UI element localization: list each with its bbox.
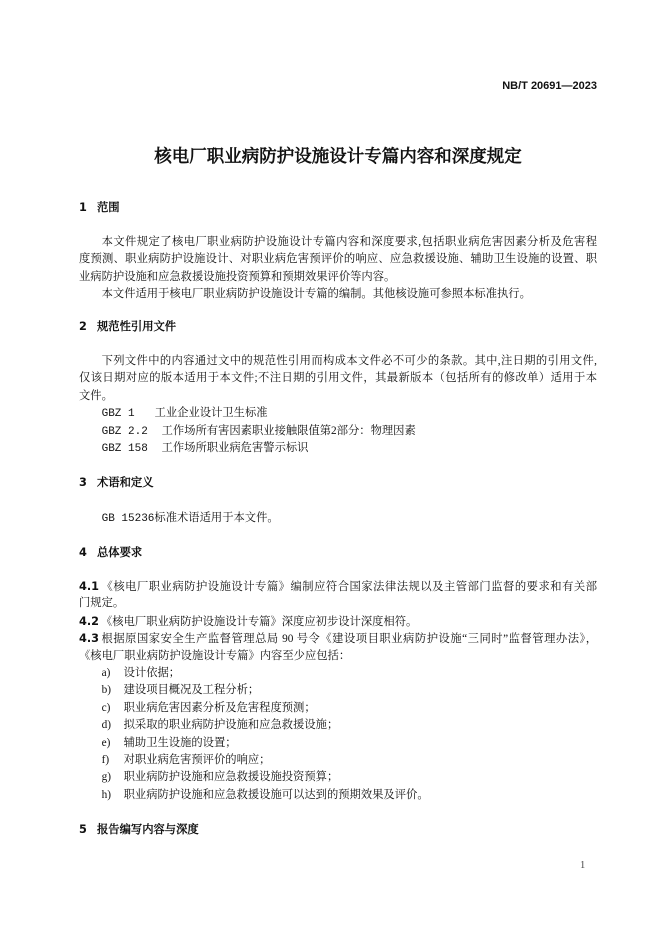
section-2-heading bbox=[79, 318, 176, 336]
list-item-text: 设计依据； bbox=[123, 666, 181, 679]
clause-line bbox=[79, 578, 597, 595]
section-number: 4 bbox=[79, 546, 87, 559]
list-marker: h) bbox=[101, 788, 112, 801]
clause-text: 《核电厂职业病防护设施设计专篇》编制应符合国家法律法规以及主管部门监督的要求和有关部 bbox=[101, 581, 597, 593]
paragraph-line: 文件。 bbox=[79, 389, 113, 402]
reference-code: GBZ 1 bbox=[101, 408, 135, 421]
paragraph-line: 下列文件中的内容通过文中的规范性引用而构成本文件必不可少的条款。其中,注日期的引用文件, bbox=[101, 355, 597, 367]
list-item bbox=[79, 717, 597, 734]
list-item-text: 建设项目概况及工程分析； bbox=[123, 684, 260, 697]
list-item-text: 职业病防护设施和应急救援设施投资预算； bbox=[123, 771, 339, 784]
reference-code: GBZ 158 bbox=[101, 442, 148, 455]
list-marker: c) bbox=[101, 701, 111, 714]
section-4-heading bbox=[79, 544, 142, 562]
reference-item bbox=[79, 440, 597, 457]
list-item bbox=[79, 787, 597, 804]
section-3-body bbox=[79, 510, 597, 527]
document-title: 核电厂职业病防护设施设计专篇内容和深度规定 bbox=[154, 147, 522, 167]
reference-title: 工业企业设计卫生标准 bbox=[154, 407, 268, 420]
list-item-text: 职业病危害因素分析及危害程度预测； bbox=[123, 701, 316, 714]
paragraph-line: 仅该日期对应的版本适用于本文件;不注日期的引用文件，其最新版本（包括所有的修改单）适用于本 bbox=[79, 372, 597, 385]
section-number: 3 bbox=[79, 476, 87, 489]
list-marker: g) bbox=[101, 771, 112, 784]
section-number: 5 bbox=[79, 823, 87, 836]
section-1-heading bbox=[79, 199, 120, 217]
paragraph-line: 业病防护设施和应急救援设施投资预算和预期效果评价等内容。 bbox=[79, 270, 396, 283]
list-marker: f) bbox=[101, 753, 110, 766]
list-item bbox=[79, 735, 597, 752]
paragraph-line bbox=[79, 510, 597, 527]
paragraph-line: 本文件适用于核电厂职业病防护设施设计专篇的编制。其他核设施可参照本标准执行。 bbox=[101, 288, 531, 301]
list-marker: e) bbox=[101, 736, 111, 749]
clause-line: 门规定。 bbox=[79, 597, 125, 610]
clause-text: 根据原国家安全生产监督管理总局 90 号令《建设项目职业病防护设施“三同时”监督管理办法》， bbox=[101, 633, 597, 646]
section-number: 1 bbox=[79, 201, 87, 214]
reference-title: 工作场所有害因素职业接触限值第2部分：物理因素 bbox=[161, 424, 416, 437]
clause-4-2 bbox=[79, 613, 597, 630]
list-item-text: 辅助卫生设施的设置； bbox=[123, 736, 237, 749]
section-title: 报告编写内容与深度 bbox=[97, 823, 199, 836]
list-item bbox=[79, 769, 597, 786]
requirement-list bbox=[79, 665, 597, 804]
page-number: 1 bbox=[580, 860, 586, 871]
clause-4-3 bbox=[79, 630, 597, 665]
clause-line bbox=[79, 630, 597, 647]
section-5-heading bbox=[79, 821, 199, 839]
list-item-text: 拟采取的职业病防护设施和应急救援设施； bbox=[123, 719, 339, 732]
section-3-heading bbox=[79, 474, 154, 492]
section-title: 术语和定义 bbox=[97, 476, 154, 489]
paragraph-line: 本文件规定了核电厂职业病防护设施设计专篇内容和深度要求,包括职业病危害因素分析及危害程 bbox=[101, 236, 597, 248]
list-marker: a) bbox=[101, 666, 111, 679]
clause-4-1 bbox=[79, 578, 597, 613]
section-title: 规范性引用文件 bbox=[97, 320, 177, 333]
section-number: 2 bbox=[79, 320, 87, 333]
section-title: 范围 bbox=[97, 201, 120, 214]
list-item-text: 对职业病危害预评价的响应； bbox=[123, 753, 271, 766]
list-item bbox=[79, 700, 597, 717]
clause-line: 《核电厂职业病防护设施设计专篇》内容至少应包括： bbox=[79, 649, 351, 662]
list-item bbox=[79, 665, 597, 682]
reference-title: 工作场所职业病危害警示标识 bbox=[161, 441, 309, 454]
clause-text: 《核电厂职业病防护设施设计专篇》深度应初步设计深度相符。 bbox=[101, 615, 418, 628]
reference-list bbox=[79, 405, 597, 457]
reference-code: GBZ 2.2 bbox=[101, 425, 148, 438]
section-title: 总体要求 bbox=[97, 546, 143, 559]
standard-code: GB 15236 bbox=[101, 513, 155, 525]
reference-item bbox=[79, 405, 597, 422]
list-item-text: 职业病防护设施和应急救援设施可以达到的预期效果及评价。 bbox=[123, 788, 429, 801]
section-4-body bbox=[79, 578, 597, 804]
clause-number: 4.2 bbox=[79, 614, 100, 628]
paragraph-line: 度预测、职业病防护设施设计、对职业病危害预评价的响应、应急救援设施、辅助卫生设施的设置、职 bbox=[79, 253, 597, 266]
list-marker: b) bbox=[101, 684, 112, 697]
clause-number: 4.1 bbox=[79, 580, 100, 593]
paragraph-text: 标准术语适用于本文件。 bbox=[154, 512, 279, 524]
list-item bbox=[79, 752, 597, 769]
section-2-body bbox=[79, 353, 597, 457]
clause-number: 4.3 bbox=[79, 632, 100, 646]
list-marker: d) bbox=[101, 719, 112, 732]
clause-line bbox=[79, 613, 597, 630]
document-code-header: NB/T 20691—2023 bbox=[502, 80, 597, 92]
reference-item bbox=[79, 423, 597, 440]
section-1-body bbox=[79, 234, 597, 304]
list-item bbox=[79, 682, 597, 699]
